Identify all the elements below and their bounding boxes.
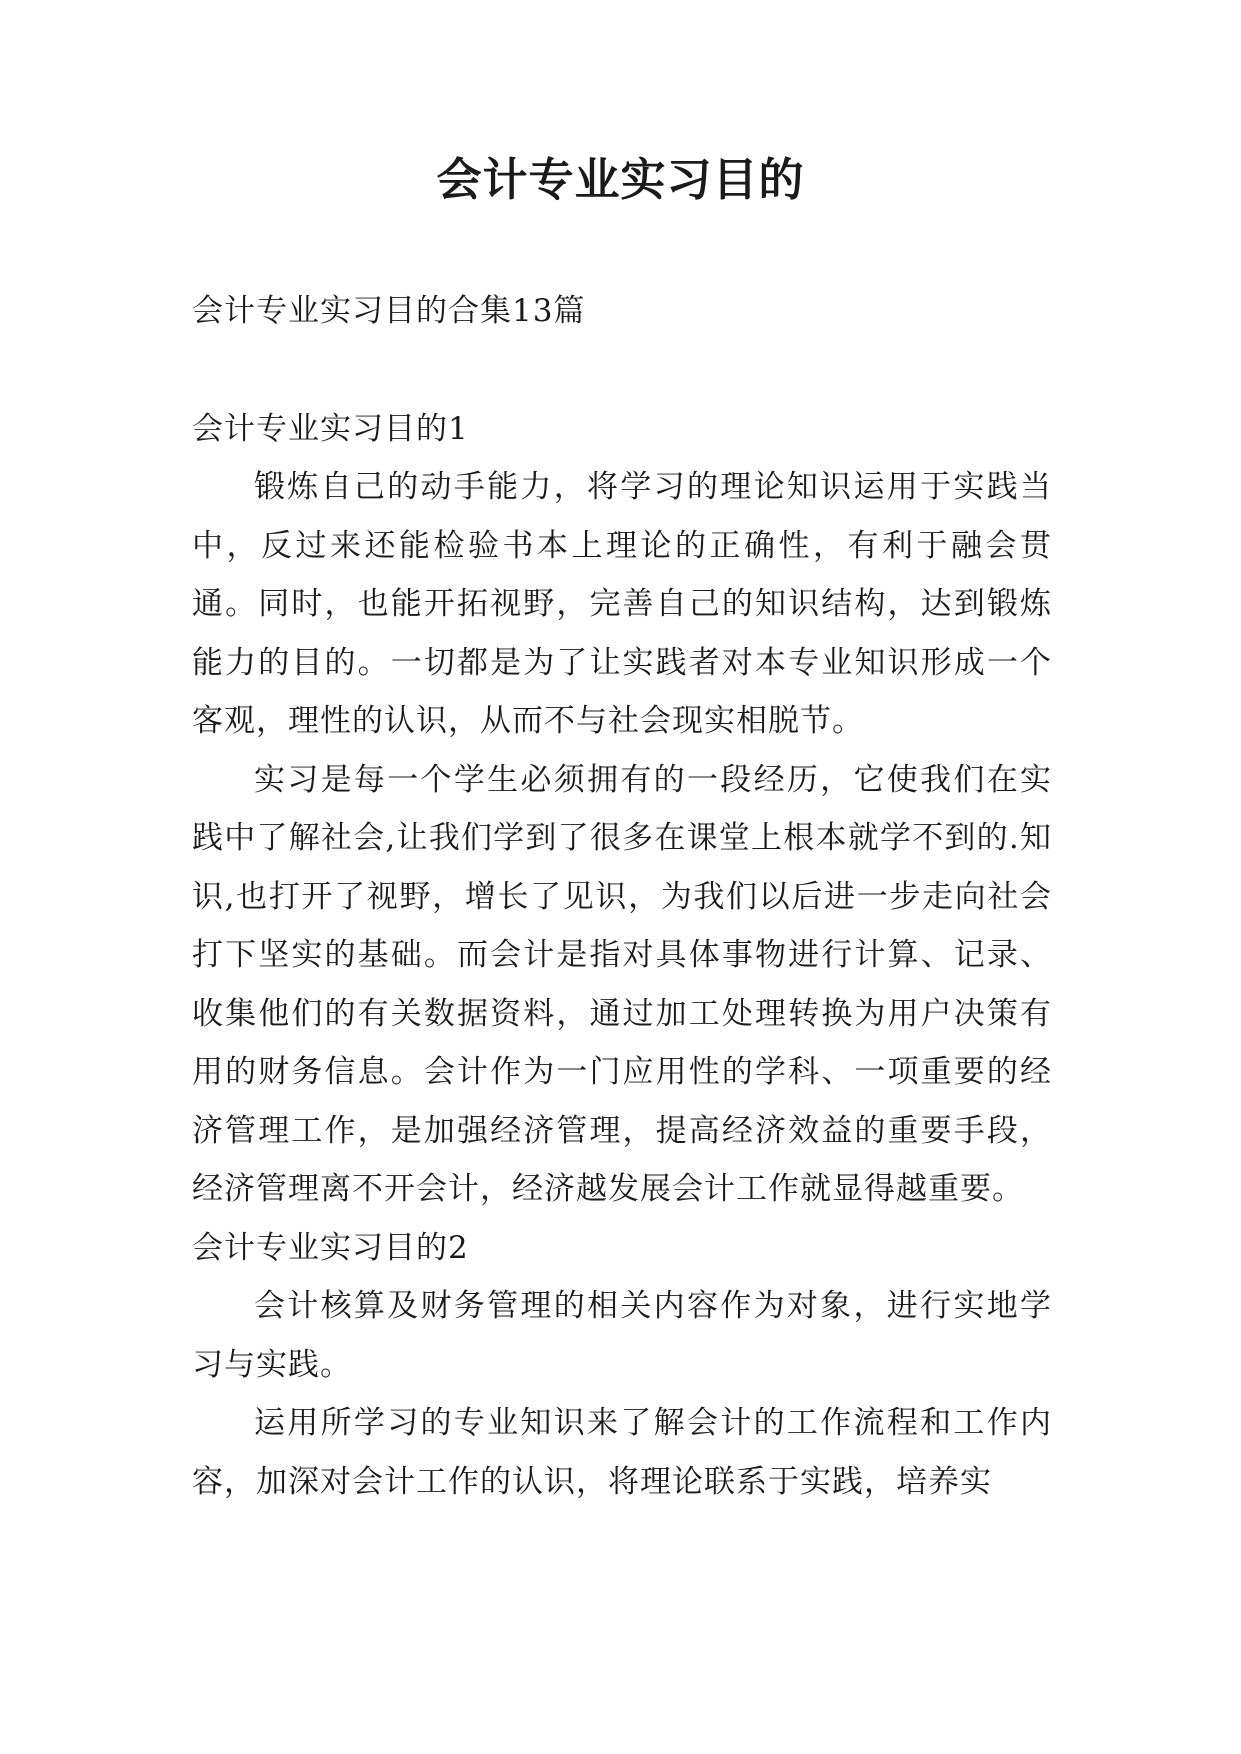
document-body xyxy=(192,282,1052,1511)
section-heading: 会计专业实习目的1 xyxy=(192,410,469,447)
paragraph: 实习是每一个学生必须拥有的一段经历，它使我们在实践中了解社会,让我们学到了很多在课堂上根本就学不到的.知识,也打开了视野，增长了见识，为我们以后进一步走向社会打下坚实的基础。而会计是指对具体事物进行计算、记录、收集他们的有关数据资料，通过加工处理转换为用户决策有用的财务信息。会计作为一门应用性的学科、一项重要的经济管理工作，是加强经济管理，提高经济效益的重要手段，经济管理离不开会计，经济越发展会计工作就显得越重要。 xyxy=(192,761,1052,1207)
paragraph: 运用所学习的专业知识来了解会计的工作流程和工作内容，加深对会计工作的认识，将理论联系于实践，培养实 xyxy=(192,1405,1052,1500)
document-title: 会计专业实习目的 xyxy=(436,153,805,206)
paragraph: 会计核算及财务管理的相关内容作为对象，进行实地学习与实践。 xyxy=(192,1288,1052,1383)
section-2 xyxy=(192,1219,1052,1512)
document-subtitle: 会计专业实习目的合集13篇 xyxy=(192,293,586,329)
section-heading: 会计专业实习目的2 xyxy=(192,1229,469,1266)
section-1 xyxy=(192,400,1052,1219)
paragraph: 锻炼自己的动手能力，将学习的理论知识运用于实践当中，反过来还能检验书本上理论的正确性，有利于融会贯通。同时，也能开拓视野，完善自己的知识结构，达到锻炼能力的目的。一切都是为了让实践者对本专业知识形成一个客观，理性的认识，从而不与社会现实相脱节。 xyxy=(192,469,1052,739)
